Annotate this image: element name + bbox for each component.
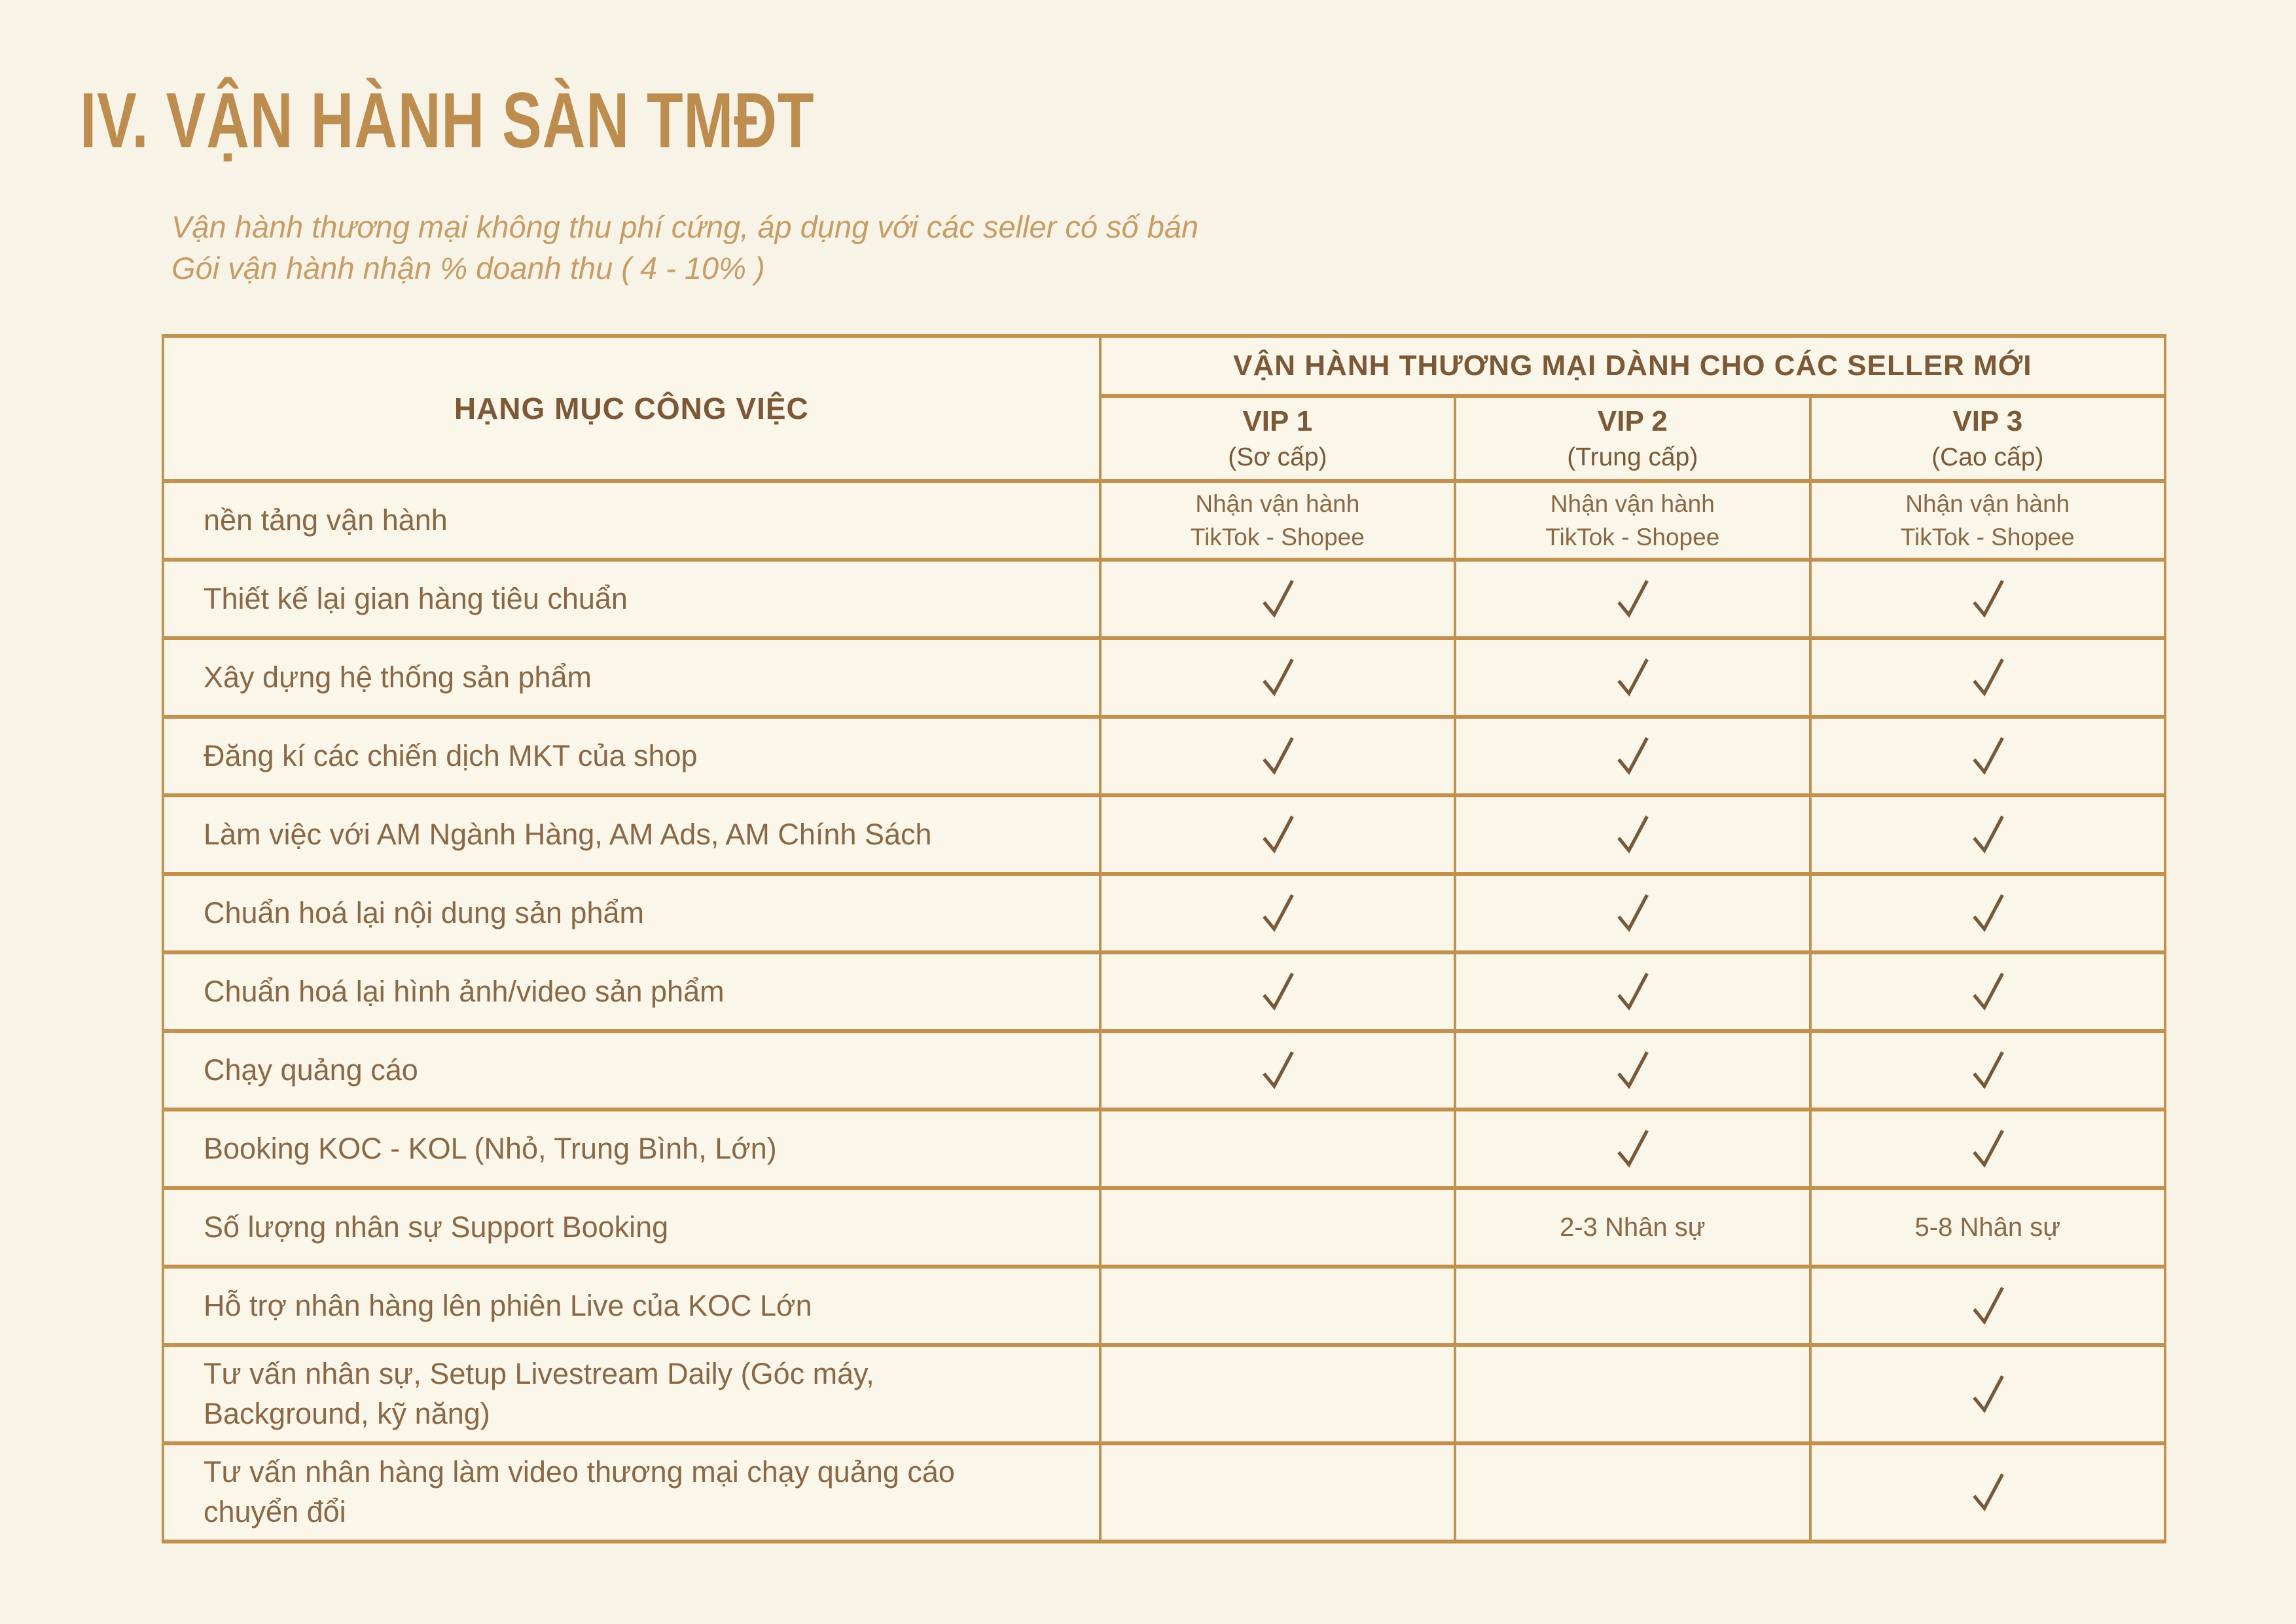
check-icon (1261, 734, 1295, 778)
page-title: IV. VẬN HÀNH SÀN TMĐT (80, 77, 815, 164)
check-cell (1455, 717, 1810, 795)
empty-cell (1455, 1443, 1810, 1542)
check-icon (1971, 970, 2005, 1013)
row-label: nền tảng vận hành (163, 481, 1100, 560)
table-row (163, 952, 2165, 1031)
value-cell (1455, 1188, 1810, 1267)
subtitle-line-1: Vận hành thương mại không thu phí cứng, áp dụng với các seller có số bán (171, 209, 1199, 244)
check-cell (1455, 638, 1810, 717)
service-tier-table-wrap (162, 334, 2166, 1543)
check-cell (1455, 874, 1810, 952)
check-icon (1615, 734, 1649, 778)
check-cell (1100, 560, 1455, 638)
table-row (163, 481, 2165, 560)
check-cell (1100, 874, 1455, 952)
check-cell (1810, 638, 2165, 717)
empty-cell (1100, 1345, 1455, 1443)
check-icon (1261, 970, 1295, 1013)
check-cell (1455, 560, 1810, 638)
check-cell (1810, 1267, 2165, 1345)
empty-cell (1100, 1188, 1455, 1267)
value-line: 2-3 Nhân sự (1560, 1213, 1706, 1242)
check-cell (1810, 874, 2165, 952)
row-label: Hỗ trợ nhân hàng lên phiên Live của KOC Lớn (163, 1267, 1100, 1345)
check-icon (1971, 656, 2005, 699)
row-label: Chuẩn hoá lại hình ảnh/video sản phẩm (163, 952, 1100, 1031)
check-icon (1971, 1127, 2005, 1170)
table-row (163, 1031, 2165, 1110)
check-icon (1261, 656, 1295, 699)
check-cell (1810, 1345, 2165, 1443)
check-cell (1810, 1031, 2165, 1110)
value-line: 5-8 Nhân sự (1914, 1213, 2060, 1242)
table-row (163, 1188, 2165, 1267)
check-cell (1100, 952, 1455, 1031)
table-row (163, 1443, 2165, 1542)
check-icon (1971, 892, 2005, 935)
value-line: TikTok - Shopee (1900, 524, 2075, 550)
check-icon (1615, 892, 1649, 935)
empty-cell (1100, 1267, 1455, 1345)
check-icon (1971, 813, 2005, 856)
check-icon (1615, 656, 1649, 699)
check-icon (1615, 1127, 1649, 1170)
group-header-seller-operations: VẬN HÀNH THƯƠNG MẠI DÀNH CHO CÁC SELLER MỚI (1100, 336, 2165, 396)
empty-cell (1100, 1443, 1455, 1542)
table-body (163, 481, 2165, 1542)
check-cell (1455, 795, 1810, 874)
check-cell (1810, 1443, 2165, 1542)
check-icon (1971, 1471, 2005, 1514)
page-subtitle (171, 207, 1198, 289)
vip2-sublabel: (Trung cấp) (1567, 443, 1698, 471)
table-row (163, 1110, 2165, 1188)
column-header-vip3 (1810, 396, 2165, 481)
value-cell (1455, 481, 1810, 560)
check-cell (1455, 1110, 1810, 1188)
value-line: TikTok - Shopee (1190, 524, 1365, 550)
service-tier-table (162, 334, 2166, 1543)
table-row (163, 638, 2165, 717)
value-line: TikTok - Shopee (1545, 524, 1720, 550)
row-label: Số lượng nhân sự Support Booking (163, 1188, 1100, 1267)
row-label: Tư vấn nhân sự, Setup Livestream Daily (Góc máy, Background, kỹ năng) (163, 1345, 1100, 1443)
table-row (163, 560, 2165, 638)
vip3-sublabel: (Cao cấp) (1931, 443, 2044, 471)
table-row (163, 1267, 2165, 1345)
column-header-vip1 (1100, 396, 1455, 481)
table-row (163, 795, 2165, 874)
check-icon (1971, 1049, 2005, 1092)
value-line: Nhận vận hành (1195, 490, 1360, 517)
check-cell (1100, 1031, 1455, 1110)
empty-cell (1100, 1110, 1455, 1188)
row-label: Thiết kế lại gian hàng tiêu chuẩn (163, 560, 1100, 638)
check-icon (1261, 813, 1295, 856)
row-label: Chuẩn hoá lại nội dung sản phẩm (163, 874, 1100, 952)
empty-cell (1455, 1267, 1810, 1345)
check-cell (1100, 638, 1455, 717)
check-icon (1615, 970, 1649, 1013)
column-header-vip2 (1455, 396, 1810, 481)
vip3-label: VIP 3 (1952, 405, 2023, 437)
check-icon (1615, 813, 1649, 856)
check-cell (1810, 952, 2165, 1031)
check-icon (1615, 1049, 1649, 1092)
table-row (163, 717, 2165, 795)
check-icon (1971, 1284, 2005, 1327)
table-row (163, 874, 2165, 952)
check-icon (1971, 1373, 2005, 1416)
check-icon (1261, 892, 1295, 935)
value-line: Nhận vận hành (1550, 490, 1715, 517)
check-cell (1100, 795, 1455, 874)
row-label: Chạy quảng cáo (163, 1031, 1100, 1110)
check-cell (1810, 1110, 2165, 1188)
check-icon (1261, 577, 1295, 621)
value-cell (1810, 1188, 2165, 1267)
row-label: Tư vấn nhân hàng làm video thương mại chạy quảng cáo chuyển đổi (163, 1443, 1100, 1542)
check-icon (1261, 1049, 1295, 1092)
check-icon (1971, 577, 2005, 621)
check-cell (1810, 795, 2165, 874)
check-cell (1455, 952, 1810, 1031)
check-cell (1810, 560, 2165, 638)
vip1-label: VIP 1 (1242, 405, 1313, 437)
row-label: Làm việc với AM Ngành Hàng, AM Ads, AM Chính Sách (163, 795, 1100, 874)
check-icon (1615, 577, 1649, 621)
check-icon (1971, 734, 2005, 778)
vip1-sublabel: (Sơ cấp) (1228, 443, 1327, 471)
check-cell (1100, 717, 1455, 795)
value-line: Nhận vận hành (1905, 490, 2070, 517)
row-label: Xây dựng hệ thống sản phẩm (163, 638, 1100, 717)
row-label: Đăng kí các chiến dịch MKT của shop (163, 717, 1100, 795)
value-cell (1100, 481, 1455, 560)
check-cell (1455, 1031, 1810, 1110)
empty-cell (1455, 1345, 1810, 1443)
value-cell (1810, 481, 2165, 560)
subtitle-line-2: Gói vận hành nhận % doanh thu ( 4 - 10% ) (171, 250, 765, 285)
vip2-label: VIP 2 (1597, 405, 1668, 437)
row-label: Booking KOC - KOL (Nhỏ, Trung Bình, Lớn) (163, 1110, 1100, 1188)
table-row (163, 1345, 2165, 1443)
column-header-work-items: HẠNG MỤC CÔNG VIỆC (163, 336, 1100, 481)
check-cell (1810, 717, 2165, 795)
